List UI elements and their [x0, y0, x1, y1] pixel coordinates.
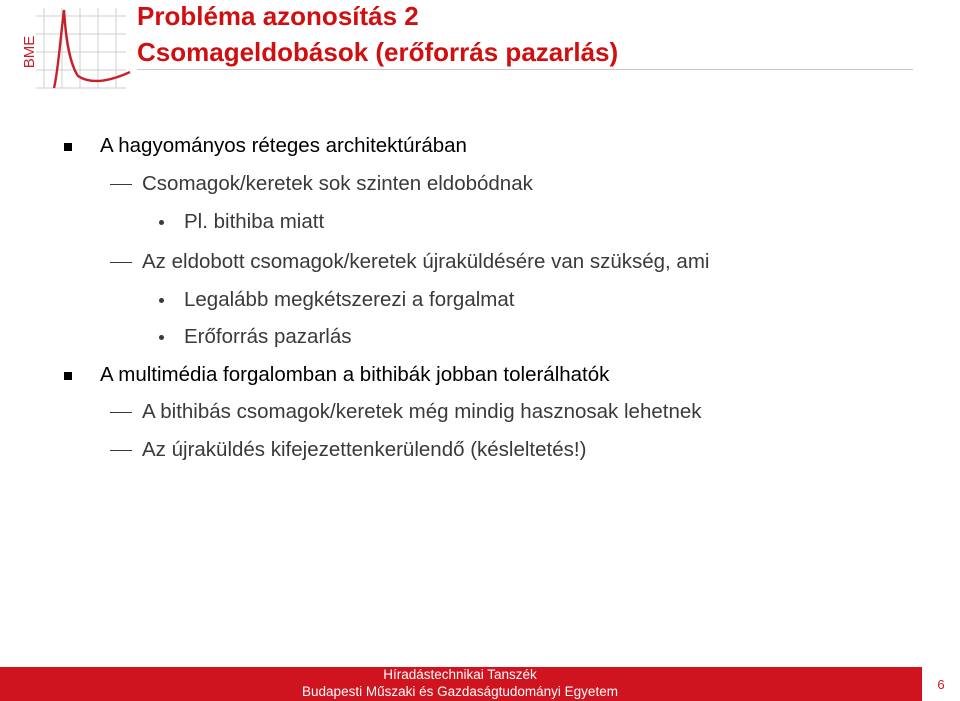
list-item: A multimédia forgalomban a bithibák jobban tolerálhatók — [100, 363, 610, 386]
list-item: A bithibás csomagok/keretek még mindig hasznosak lehetnek — [142, 400, 702, 423]
footer-department: Híradástechnikai Tanszék — [383, 667, 537, 682]
dash-bullet-icon — [110, 450, 132, 451]
title-divider — [137, 69, 913, 70]
list-item: Csomagok/keretek sok szinten eldobódnak — [142, 172, 533, 195]
dash-bullet-icon — [110, 184, 132, 185]
logo-curve — [54, 10, 130, 88]
dot-bullet-icon — [159, 335, 164, 340]
page-title: Probléma azonosítás 2 — [137, 1, 419, 31]
page-subtitle: Csomageldobások (erőforrás pazarlás) — [137, 37, 619, 67]
list-item: Az újraküldés kifejezettenkerülendő (késleltetés!) — [142, 438, 587, 461]
list-item: Erőforrás pazarlás — [184, 325, 352, 348]
list-item: A hagyományos réteges architektúrában — [100, 134, 467, 157]
square-bullet-icon — [64, 372, 72, 380]
list-item: Az eldobott csomagok/keretek újraküldésére van szükség, ami — [142, 250, 710, 273]
square-bullet-icon — [64, 143, 72, 151]
dot-bullet-icon — [159, 220, 164, 225]
list-item: Pl. bithiba miatt — [184, 210, 325, 233]
bme-logo — [4, 2, 132, 92]
footer-bar — [0, 667, 960, 701]
list-item: Legalább megkétszerezi a forgalmat — [184, 288, 515, 311]
page-number: 6 — [922, 667, 960, 701]
logo-grid — [36, 8, 126, 88]
dash-bullet-icon — [110, 412, 132, 413]
logo-text: BME — [21, 35, 38, 69]
dot-bullet-icon — [159, 298, 164, 303]
footer-university: Budapesti Műszaki és Gazdaságtudományi Egyetem — [302, 684, 618, 699]
dash-bullet-icon — [110, 262, 132, 263]
